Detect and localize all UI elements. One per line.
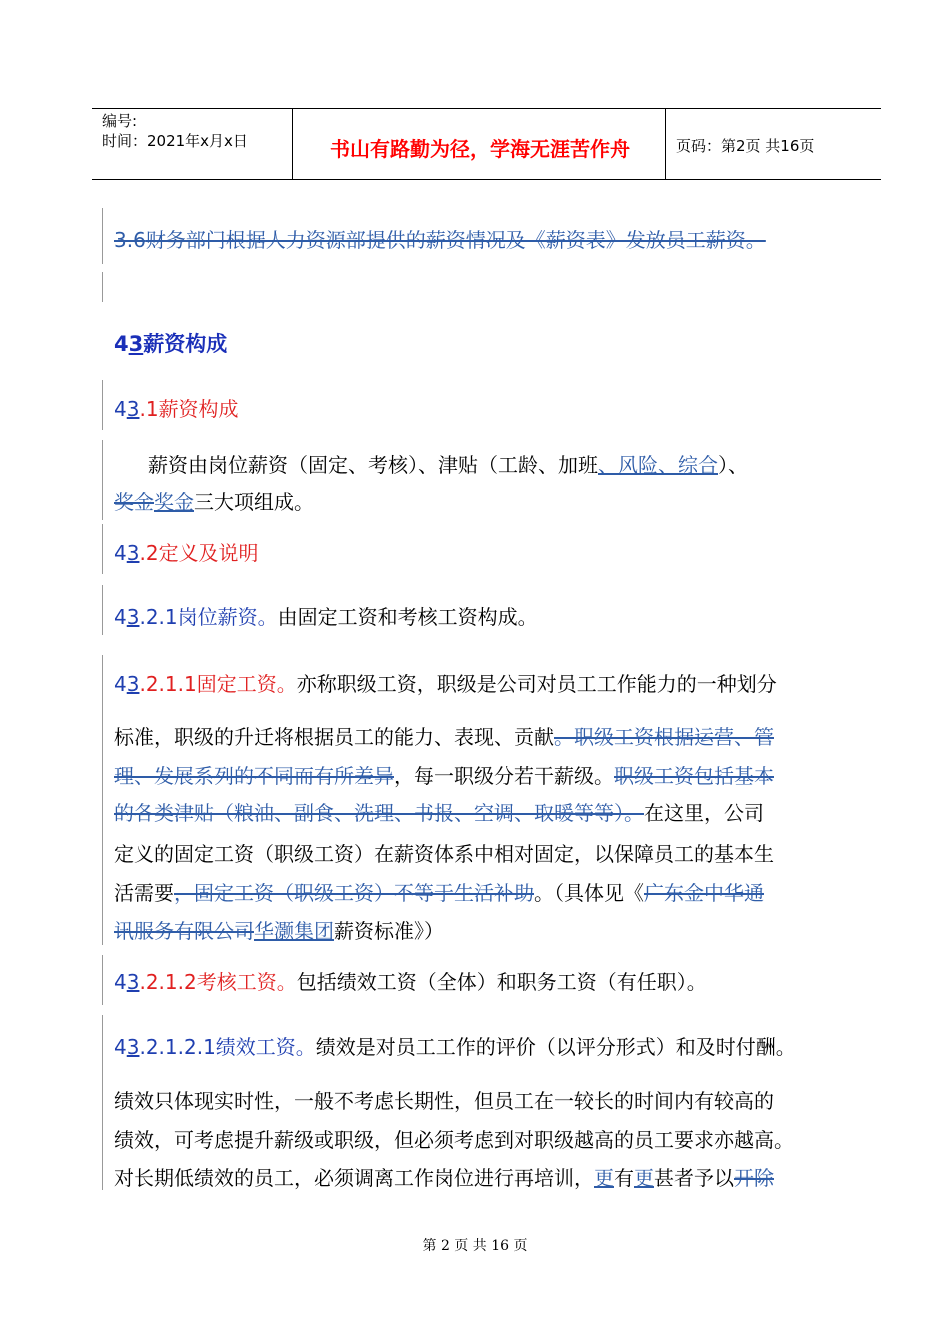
clause <box>114 1031 796 1060</box>
clause-title: 固定工资。 <box>196 672 297 696</box>
clause-text: 绩效是对员工工作的评价（以评分形式）和及时付酬。 <box>315 1035 796 1059</box>
paragraph-line: 绩效只体现实时性，一般不考虑长期性，但员工在一较长的时间内有较高的 <box>114 1089 774 1113</box>
number-suffix: .1 <box>139 397 159 421</box>
change-bar <box>102 440 103 520</box>
section-heading <box>114 328 227 358</box>
change-bar <box>102 955 103 1005</box>
text-run: ，每一职级分若干薪级。 <box>394 764 614 788</box>
paragraph <box>148 449 748 478</box>
text-run: 活需要 <box>114 881 174 905</box>
paragraph-line <box>114 1162 774 1191</box>
inserted-text: 更 <box>634 1166 654 1190</box>
deleted-text: 理、发展系列的不同而有所差异 <box>114 764 394 788</box>
subsection-heading <box>114 537 259 566</box>
text-run: 。（具体见《 <box>534 881 644 905</box>
paragraph-line <box>114 721 774 750</box>
section-number: 3.6 <box>114 228 146 252</box>
old-number: 4 <box>114 672 127 696</box>
change-bar <box>102 208 103 264</box>
change-bar <box>102 1015 103 1190</box>
new-number: 3 <box>126 672 140 696</box>
text-run: 标准，职级的升迁将根据员工的能力、表现、贡献 <box>114 725 554 749</box>
text-run: 薪资标准》） <box>334 919 444 943</box>
deleted-text: 。职级工资根据运营、管 <box>554 725 774 749</box>
old-number: 4 <box>114 1035 127 1059</box>
text-run: ）、 <box>718 453 748 477</box>
text-run: 甚者予以 <box>654 1166 734 1190</box>
paragraph-line: 绩效，可考虑提升薪级或职级，但必须考虑到对职级越高的员工要求亦越高。 <box>114 1128 794 1152</box>
clause-text: 亦称职级工资，职级是公司对员工工作能力的一种划分 <box>296 672 777 696</box>
change-bar <box>102 524 103 574</box>
page-header <box>92 108 881 180</box>
new-number: 3 <box>126 970 140 994</box>
change-bar <box>102 585 103 635</box>
clause-text: 由固定工资和考核工资构成。 <box>277 605 538 629</box>
paragraph-3-6 <box>114 224 766 253</box>
paragraph-line: 定义的固定工资（职级工资）在薪资体系中相对固定，以保障员工的基本生 <box>114 842 774 866</box>
paragraph-text: 财务部门根据人力资源部提供的薪资情况及《薪资表》发放员工薪资。 <box>145 228 766 252</box>
clause <box>114 601 538 630</box>
paragraph <box>114 486 314 515</box>
header-page-label: 页码：第2页 共16页 <box>676 137 815 155</box>
number-suffix: .2.1.2.1 <box>139 1035 216 1059</box>
paragraph-line <box>114 760 774 789</box>
header-motto: 书山有路勤为径，学海无涯苦作舟 <box>330 137 630 161</box>
deleted-text: 职级工资包括基本 <box>614 764 774 788</box>
new-number: 3 <box>126 397 140 421</box>
clause-title: 绩效工资。 <box>215 1035 316 1059</box>
new-number: 3 <box>126 605 140 629</box>
header-meta <box>102 111 248 151</box>
change-bar <box>102 272 103 302</box>
text-run: 对长期低绩效的员工，必须调离工作岗位进行再培训， <box>114 1166 594 1190</box>
text-run: 在这里，公司 <box>644 801 764 825</box>
deleted-text: 开除 <box>734 1166 774 1190</box>
number-label: 编号: <box>102 112 138 130</box>
paragraph-line <box>114 915 444 944</box>
text-run: 薪资由岗位薪资（固定、考核）、津贴（工龄、加班 <box>148 453 598 477</box>
subsection-title: 定义及说明 <box>158 541 259 565</box>
deleted-text: 讯服务有限公司 <box>114 919 254 943</box>
number-suffix: .2.1 <box>139 605 178 629</box>
inserted-text: 更 <box>594 1166 614 1190</box>
text-run: 三大项组成。 <box>194 490 314 514</box>
paragraph-line <box>114 797 764 826</box>
old-number: 4 <box>114 541 127 565</box>
clause-title: 岗位薪资。 <box>177 605 278 629</box>
deleted-text: 广东金中华通 <box>644 881 764 905</box>
paragraph-line <box>114 877 764 906</box>
number-suffix: .2.1.1 <box>139 672 197 696</box>
old-number: 4 <box>114 970 127 994</box>
time-label: 时间：2021年x月x日 <box>102 132 248 150</box>
deleted-text: ，固定工资（职级工资）不等于生活补助 <box>174 881 534 905</box>
inserted-text: 、风险、综合 <box>598 453 718 477</box>
new-number: 3 <box>128 332 144 356</box>
clause <box>114 966 707 995</box>
old-number: 4 <box>114 605 127 629</box>
new-number: 3 <box>126 1035 140 1059</box>
page-footer: 第 2 页 共 16 页 <box>422 1238 528 1254</box>
deleted-text: 奖金 <box>114 490 154 514</box>
change-bar <box>102 380 103 430</box>
inserted-text: 华灏集团 <box>254 919 334 943</box>
number-suffix: .2 <box>139 541 159 565</box>
old-number: 4 <box>114 332 129 356</box>
clause-text: 包括绩效工资（全体）和职务工资（有任职）。 <box>296 970 707 994</box>
new-number: 3 <box>126 541 140 565</box>
deleted-text: 的各类津贴（粮油、副食、洗理、书报、空调、取暖等等）。 <box>114 801 644 825</box>
subsection-title: 薪资构成 <box>158 397 239 421</box>
text-run: 有 <box>614 1166 634 1190</box>
inserted-text: 奖金 <box>154 490 194 514</box>
clause <box>114 668 777 697</box>
subsection-heading <box>114 393 239 422</box>
old-number: 4 <box>114 397 127 421</box>
clause-title: 考核工资。 <box>196 970 297 994</box>
number-suffix: .2.1.2 <box>139 970 197 994</box>
change-bar <box>102 655 103 945</box>
heading-text: 薪资构成 <box>143 332 228 356</box>
header-divider <box>292 109 293 179</box>
